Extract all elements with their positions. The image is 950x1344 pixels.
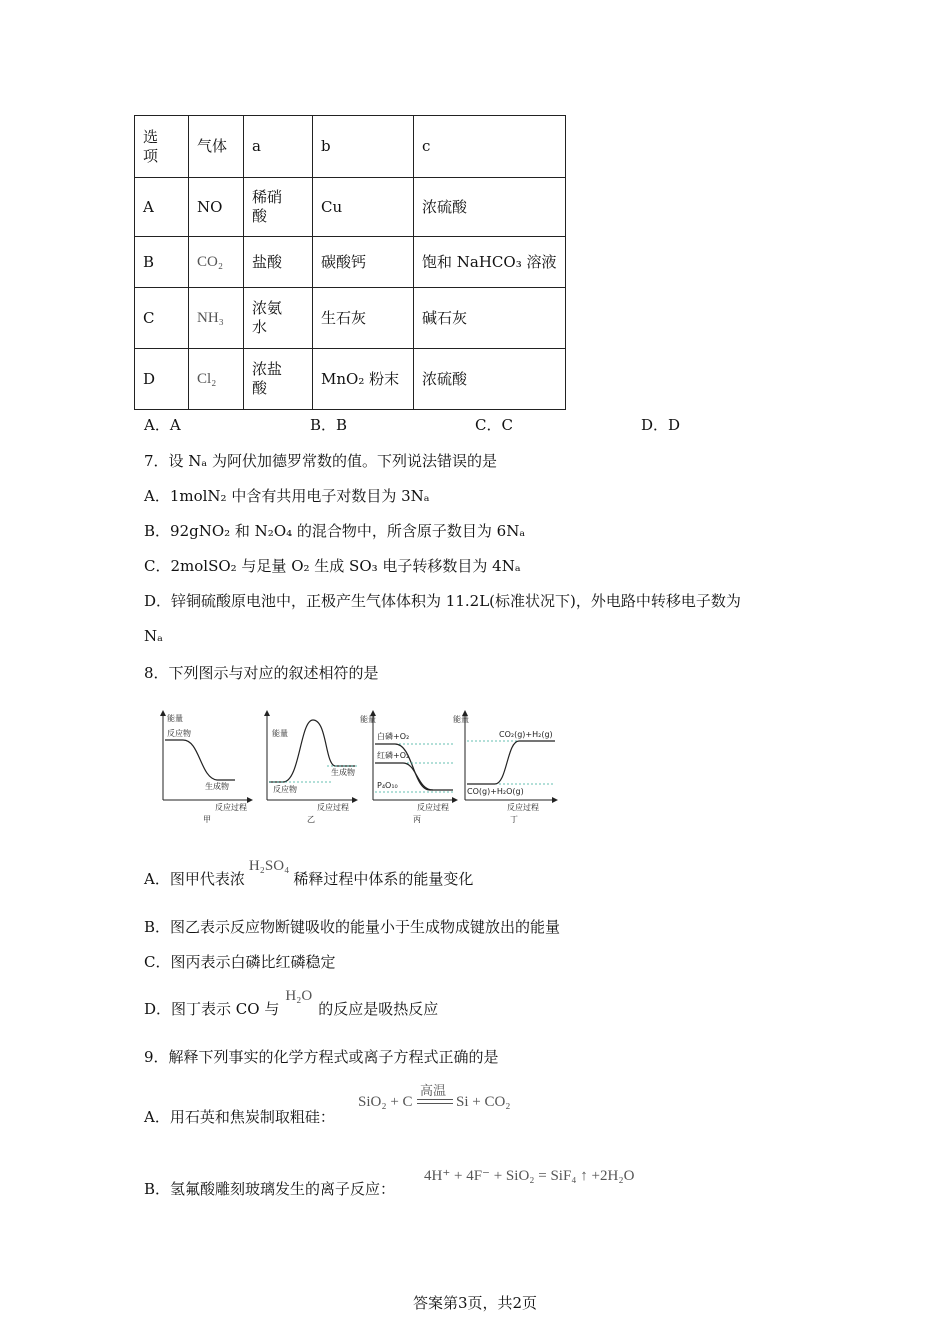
choice-c: C．C	[475, 416, 513, 434]
energy-diagrams	[155, 708, 560, 828]
table-row	[135, 288, 566, 349]
cell-c: 饱和 NaHCO₃ 溶液	[414, 237, 566, 288]
q9-equation-a-line	[417, 1099, 453, 1100]
q8-option-d: D．图丁表示 CO 与H₂O的反应是吸热反应	[144, 988, 439, 1018]
yi-xlabel: 反应过程	[317, 803, 349, 812]
yi-left-label: 反应物	[273, 785, 297, 794]
jia-ylabel: 能量	[167, 714, 183, 723]
q9-stem: 9．解释下列事实的化学方程式或离子方程式正确的是	[144, 1048, 499, 1066]
header-gas: 气体	[189, 116, 244, 178]
header-b: b	[313, 116, 414, 178]
cell-c: 浓硫酸	[414, 349, 566, 410]
choice-b: B．B	[310, 416, 348, 434]
yi-right-label: 生成物	[331, 768, 355, 777]
cell-gas: NO	[189, 178, 244, 237]
bing-caption: 丙	[413, 815, 421, 824]
q7-option-d: D．锌铜硫酸原电池中，正极产生气体体积为 11.2L(标准状况下)，外电路中转移电子数为	[144, 592, 741, 610]
q9-equation-a-cond: 高温	[420, 1083, 447, 1098]
q9-option-b: B．氢氟酸雕刻玻璃发生的离子反应：	[144, 1180, 396, 1198]
jia-curve	[165, 740, 235, 780]
cell-b: Cu	[313, 178, 414, 237]
yi-caption: 乙	[307, 815, 315, 824]
q8-option-b: B．图乙表示反应物断键吸收的能量小于生成物成键放出的能量	[144, 918, 561, 936]
cell-b: 生石灰	[313, 288, 414, 349]
ding-curve	[467, 741, 555, 784]
table-row	[135, 178, 566, 237]
table-header-row	[135, 116, 566, 178]
bing-l1: 白磷+O₂	[377, 732, 410, 741]
jia-bottom-label: 生成物	[205, 782, 229, 791]
diagram-yi	[267, 713, 357, 824]
header-option: 选项	[135, 116, 189, 178]
header-a: a	[244, 116, 313, 178]
header-c: c	[414, 116, 566, 178]
cell-gas: Cl₂	[189, 349, 244, 410]
bing-l3: P₄O₁₀	[377, 781, 398, 790]
cell-a: 盐酸	[244, 237, 313, 288]
cell-a: 稀硝酸	[244, 178, 313, 237]
q7-stem: 7．设 Nₐ 为阿伏加德罗常数的值。下列说法错误的是	[144, 452, 497, 470]
ding-xlabel: 反应过程	[507, 803, 539, 812]
cell-c: 碱石灰	[414, 288, 566, 349]
cell-gas: NH₃	[189, 288, 244, 349]
diagram-jia	[163, 713, 250, 824]
q8-option-c: C．图丙表示白磷比红磷稳定	[144, 953, 336, 971]
q7-option-a: A．1molN₂ 中含有共用电子对数目为 3Nₐ	[144, 487, 430, 505]
table-row	[135, 349, 566, 410]
bing-l2: 红磷+O₂	[377, 751, 410, 760]
q7-option-b: B．92gNO₂ 和 N₂O₄ 的混合物中，所含原子数目为 6Nₐ	[144, 522, 526, 540]
reagent-table	[134, 115, 566, 410]
table-row	[135, 237, 566, 288]
q7-option-d-cont: Nₐ	[144, 627, 163, 645]
q9-equation-b: 4H⁺ + 4F⁻ + SiO₂ = SiF₄ ↑ +2H₂O	[424, 1168, 635, 1184]
page-footer: 答案第3页，共2页	[412, 1294, 538, 1312]
jia-caption: 甲	[203, 815, 211, 824]
cell-option: D	[135, 349, 189, 410]
choice-d: D．D	[641, 416, 681, 434]
ding-bottom-label: CO(g)+H₂O(g)	[467, 787, 524, 796]
diagram-ding	[453, 713, 555, 824]
q9-equation-a-right: Si + CO₂	[456, 1094, 511, 1110]
cell-b: 碳酸钙	[313, 237, 414, 288]
cell-option: A	[135, 178, 189, 237]
diagram-bing	[360, 713, 455, 824]
cell-a: 浓氨水	[244, 288, 313, 349]
jia-xlabel: 反应过程	[215, 803, 247, 812]
q8-stem: 8．下列图示与对应的叙述相符的是	[144, 664, 379, 682]
cell-b: MnO₂ 粉末	[313, 349, 414, 410]
bing-xlabel: 反应过程	[417, 803, 449, 812]
ding-ylabel: 能量	[453, 715, 469, 724]
ding-top-label: CO₂(g)+H₂(g)	[499, 730, 553, 739]
cell-c: 浓硫酸	[414, 178, 566, 237]
ding-caption: 丁	[510, 815, 518, 824]
cell-option: C	[135, 288, 189, 349]
cell-a: 浓盐酸	[244, 349, 313, 410]
q9-equation-a-left: SiO₂ + C	[358, 1094, 413, 1110]
jia-top-label: 反应物	[167, 729, 191, 738]
cell-option: B	[135, 237, 189, 288]
q9-option-a: A．用石英和焦炭制取粗硅：	[144, 1108, 335, 1126]
q7-option-c: C．2molSO₂ 与足量 O₂ 生成 SO₃ 电子转移数目为 4Nₐ	[144, 557, 521, 575]
q8-option-a: A．图甲代表浓H₂SO₄稀释过程中体系的能量变化	[144, 858, 474, 888]
bing-ylabel: 能量	[360, 715, 376, 724]
cell-gas: CO₂	[189, 237, 244, 288]
q9-equation-a-line2	[417, 1103, 453, 1104]
choice-a: A．A	[144, 416, 181, 434]
yi-ylabel: 能量	[272, 729, 288, 738]
